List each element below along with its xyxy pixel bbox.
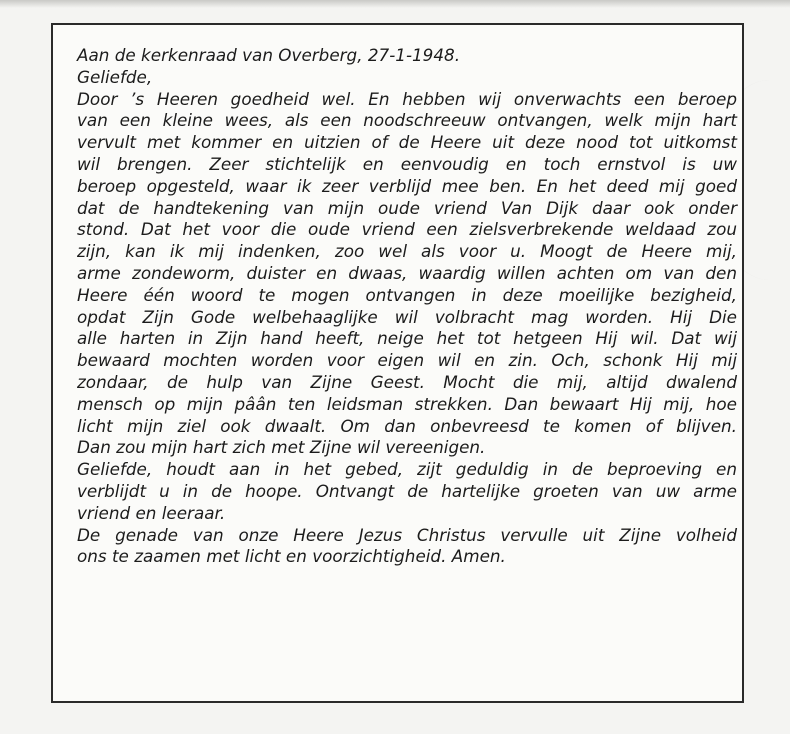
- letter-line: Dan zou mijn hart zich met Zijne wil vereenigen.: [77, 437, 486, 458]
- letter-line: Geliefde, houdt aan in het gebed, zijt geduldig in de beproeving en: [77, 459, 737, 480]
- letter-line: alle harten in Zijn hand heeft, neige het tot hetgeen Hij wil. Dat wij: [77, 328, 737, 349]
- letter-line: licht mijn ziel ook dwaalt. Om dan onbevreesd te komen of blijven.: [77, 415, 737, 436]
- letter-line: vervult met kommer en uitzien of de Heere uit deze nood tot uitkomst: [77, 132, 737, 153]
- letter-closing-line: De genade van onze Heere Jezus Christus vervulle uit Zijne volheid: [77, 524, 737, 545]
- letter-line: dat de handtekening van mijn oude vriend Van Dijk daar ook onder: [77, 197, 737, 218]
- letter-line: van een kleine wees, als een noodschreeuw ontvangen, welk mijn hart: [77, 110, 737, 131]
- letter-line: Heere één woord te mogen ontvangen in deze moeilijke bezigheid,: [77, 284, 737, 305]
- letter-line: bewaard mochten worden voor eigen wil en zin. Och, schonk Hij mij: [77, 350, 737, 371]
- letter-line: zondaar, de hulp van Zijne Geest. Mocht die mij, altijd dwalend: [77, 371, 737, 392]
- letter-line: verblijdt u in de hoope. Ontvangt de hartelijke groeten van uw arme: [77, 480, 737, 501]
- letter-salutation: Geliefde,: [77, 66, 153, 87]
- letter-line: wil brengen. Zeer stichtelijk en eenvoudig en toch ernstvol is uw: [77, 153, 737, 174]
- letter-line: beroep opgesteld, waar ik zeer verblijd mee ben. En het deed mij goed: [77, 175, 737, 196]
- letter-line: Door ’s Heeren goedheid wel. En hebben wij onverwachts een beroep: [77, 88, 737, 109]
- scan-top-shadow: [0, 0, 790, 8]
- letter-line: stond. Dat het voor die oude vriend een zielsverbrekende weldaad zou: [77, 219, 737, 240]
- letter-line: arme zondeworm, duister en dwaas, waardig willen achten om van den: [77, 262, 737, 283]
- letter-closing-line: ons te zaamen met licht en voorzichtigheid. Amen.: [77, 546, 506, 567]
- letter-heading: Aan de kerkenraad van Overberg, 27-1-1948.: [77, 45, 461, 65]
- letter-line: mensch op mijn pâân ten leidsman strekken. Dan bewaart Hij mij, hoe: [77, 393, 737, 414]
- letter-body: [77, 45, 737, 568]
- letter-box: [51, 23, 744, 703]
- letter-line: vriend en leeraar.: [77, 502, 226, 523]
- letter-line: zijn, kan ik mij indenken, zoo wel als voor u. Moogt de Heere mij,: [77, 241, 737, 262]
- letter-line: opdat Zijn Gode welbehaaglijke wil volbracht mag worden. Hij Die: [77, 306, 737, 327]
